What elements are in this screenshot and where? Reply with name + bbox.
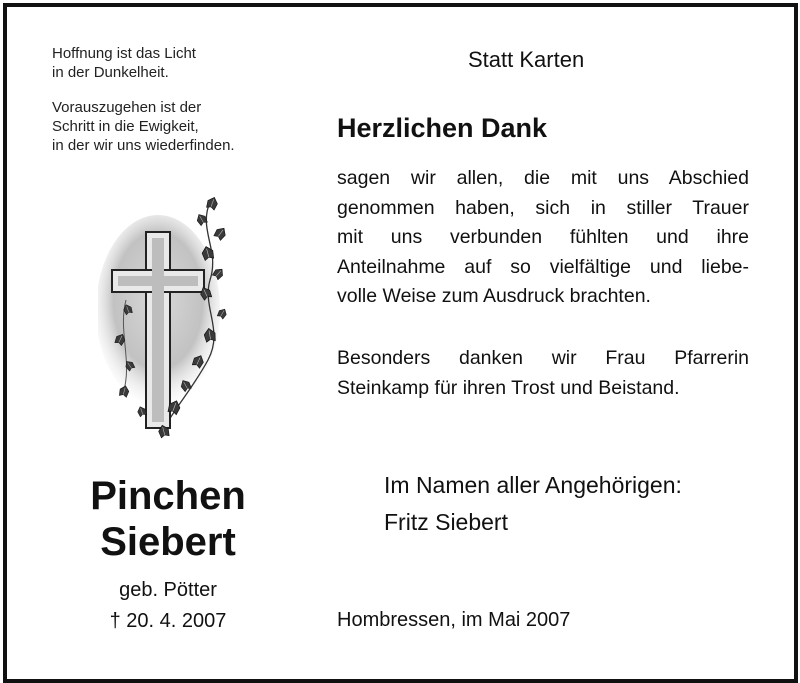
paragraph-line: Besonders danken wir Frau Pfarrerin	[337, 347, 749, 369]
place-date: Hombressen, im Mai 2007	[337, 609, 571, 631]
paragraph-line: Anteilnahme auf so vielfältige und liebe-	[337, 255, 749, 278]
poem-line: Hoffnung ist das Licht	[52, 45, 196, 62]
cross-with-ivy-icon	[98, 190, 248, 450]
thanks-paragraph	[337, 164, 749, 312]
paragraph-line: Steinkamp für ihren Trost und Beistand.	[337, 376, 680, 399]
poem-line: in der wir uns wiederfinden.	[52, 137, 235, 154]
deceased-last-name: Siebert	[100, 520, 236, 564]
paragraph-line: mit uns verbunden fühlten und ihre	[337, 226, 749, 248]
poem-line: Schritt in die Ewigkeit,	[52, 118, 199, 135]
paragraph-line: volle Weise zum Ausdruck brachten.	[337, 285, 651, 307]
signature-name: Fritz Siebert	[384, 509, 508, 535]
poem-stanza-2	[52, 98, 235, 155]
signature-intro: Im Namen aller Angehörigen:	[384, 472, 682, 498]
headline: Herzlichen Dank	[337, 113, 548, 143]
paragraph-line: sagen wir allen, die mit uns Abschied	[337, 167, 749, 189]
kicker-text: Statt Karten	[468, 47, 585, 72]
poem-line: Vorauszugehen ist der	[52, 99, 202, 116]
special-thanks-paragraph	[337, 344, 749, 403]
birth-name: geb. Pötter	[119, 579, 217, 601]
paragraph-line: genommen haben, sich in stiller Trauer	[337, 196, 749, 219]
deceased-first-name: Pinchen	[90, 474, 246, 518]
poem-line: in der Dunkelheit.	[52, 64, 169, 81]
poem-stanza-1	[52, 44, 196, 82]
death-date: † 20. 4. 2007	[109, 610, 227, 632]
